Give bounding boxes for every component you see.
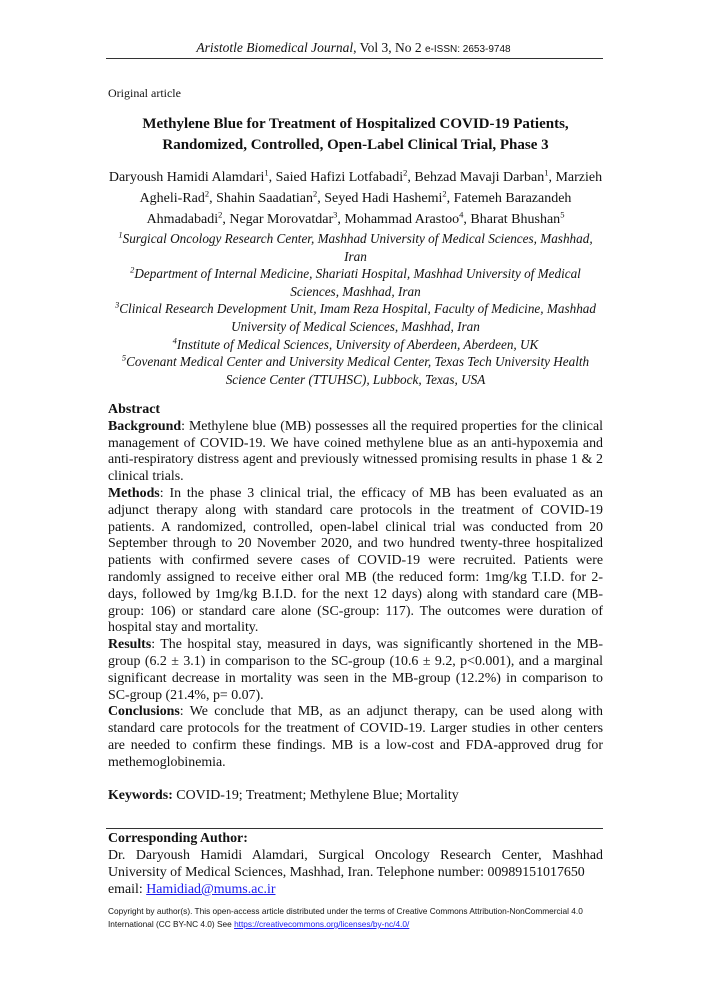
author: Behzad Mavaji Darban [414,170,545,185]
email-link[interactable]: Hamidiad@mums.ac.ir [146,882,276,897]
header-rule [106,58,603,59]
author-affiliation-mark: 4 [459,209,464,220]
affiliation [108,265,603,300]
author-affiliation-mark: 3 [333,209,338,220]
affiliation-text: Covenant Medical Center and University Medical Center, Texas Tech University Health Science Center (TTUHSC), Lubbock, Texas, USA [126,354,590,387]
author-affiliation-mark: 1 [264,167,269,178]
copyright-notice: Copyright by author(s). This open-access article distributed under the terms of Creative Commons Attribution-NonCommercial 4.0 International (CC BY-NC 4.0) See https://creativecommons.org/licenses/by-nc/4.0/ [108,906,583,929]
affiliations [108,230,603,388]
license-link[interactable]: https://creativecommons.org/licenses/by-nc/4.0/ [234,919,410,929]
author-affiliation-mark: 2 [442,188,447,199]
abstract-heading: Abstract [108,402,161,417]
affiliation-text: Institute of Medical Sciences, University of Aberdeen, Aberdeen, UK [176,336,539,352]
author-affiliation-mark: 5 [560,209,565,220]
abstract [108,402,603,804]
running-header [0,40,707,56]
abstract-methods: Methods: In the phase 3 clinical trial, the efficacy of MB has been evaluated as an adjunct therapy along with standard care protocols in the treatment of COVID-19 patients. A randomized, controlled, open-label clinical trial was conducted from 20 September through to 20 November 2020, and two hundred twenty-three hospitalized patients with confirmed severe cases of COVID-19 were recruited. Patients were randomly assigned to receive either oral MB (the reduced form: 1mg/kg T.I.D. for 2-days, followed by 1mg/kg B.I.D. for the next 12 days) along with standard care (MB-group: 106) or standard care alone (SC-group: 117). The outcomes were duration of hospital stay and mortality. [108,485,603,636]
author: Marzieh Agheli-Rad [139,170,603,206]
journal-name: Aristotle Biomedical Journal [196,40,354,55]
affiliation-number: 5 [121,352,127,363]
author-affiliation-mark: 2 [204,188,210,199]
affiliation-number: 4 [172,335,177,346]
article-type: Original article [108,86,181,100]
affiliation-text: Clinical Research Development Unit, Imam Reza Hospital, Faculty of Medicine, Mashhad University of Medical Sciences, Mashhad, Iran [119,301,596,334]
paper-title: Methylene Blue for Treatment of Hospitalized COVID-19 Patients, Randomized, Controlled, Open-Label Clinical Trial, Phase 3 [142,116,569,153]
keywords: Keywords: COVID-19; Treatment; Methylene Blue; Mortality [108,787,459,803]
corresponding-text: Dr. Daryoush Hamidi Alamdari, Surgical Oncology Research Center, Mashhad University of Medical Sciences, Mashhad, Iran. Telephone number: 00989151017650 [108,848,603,880]
affiliation-number: 2 [130,264,135,275]
author-affiliation-mark: 2 [218,209,223,220]
author: Saied Hafizi Lotfabadi [275,170,404,185]
author: Seyed Hadi Hashemi [324,191,443,206]
corresponding-heading: Corresponding Author: [108,831,248,846]
author: Daryoush Hamidi Alamdari [108,170,265,185]
volume-info: , Vol 3, No 2 [353,40,425,55]
author: Mohammad Arastoo [344,212,460,227]
abstract-background: Background: Methylene blue (MB) possesses all the required properties for the clinical management of COVID-19. We have coined methylene blue as an anti-hypoxemia and anti-respiratory distress agent and previously witnessed promising results in phase 1 & 2 clinical trials. [108,418,603,485]
abstract-results: Results: The hospital stay, measured in days, was significantly shortened in the MB-group (6.2 ± 3.1) in comparison to the SC-group (10.6 ± 9.2, p<0.001), and a marginal significant decrease in mortality was seen in the MB-group (12.2%) in comparison to SC-group (21.4%, p= 0.07). [108,637,603,703]
abstract-conclusions: Conclusions: We conclude that MB, as an adjunct therapy, can be used along with standard care protocols for the treatment of COVID-19. Larger studies in other centers are needed to confirm these findings. MB is a low-cost and FDA-approved drug for methemoglobinemia. [108,704,603,770]
affiliation [108,336,603,354]
author: Shahin Saadatian [216,191,313,206]
author-list: Daryoush Hamidi Alamdari$^1$, Saied Hafizi Lotfabadi$^2$, Behzad Mavaji Darban$^1$, Marzieh Agheli-Rad$^2$, Shahin Saadatian$^2$, Seyed Hadi Hashemi$^2$, Fatemeh Barazandeh Ahmadabadi$^2$, Negar Morovatdar$^3$, Mohammad Arastoo$^4$, Bharat Bhushan$^5$ [108,167,603,227]
affiliation [108,300,603,335]
issn: e-ISSN: 2653-9748 [425,44,511,55]
author: Fatemeh Barazandeh Ahmadabadi [146,191,572,227]
affiliation [108,230,603,265]
author: Bharat Bhushan [470,212,561,227]
corresponding-author: Corresponding Author: Dr. Daryoush Hamidi Alamdari, Surgical Oncology Research Center, Mashhad University of Medical Sciences, Mashhad, Iran. Telephone number: 00989151017650 email: Hamidiad@mums.ac.ir [108,831,603,897]
author-affiliation-mark: 1 [544,167,549,178]
author-affiliation-mark: 2 [312,188,318,199]
affiliation-text: Surgical Oncology Research Center, Mashhad University of Medical Sciences, Mashhad, Iran [122,231,593,264]
affiliation-number: 1 [118,229,123,240]
author: Negar Morovatdar [229,212,334,227]
affiliation [108,353,603,388]
footer-rule [106,828,603,829]
affiliation-text: Department of Internal Medicine, Shariati Hospital, Mashhad University of Medical Sciences, Mashhad, Iran [134,266,581,299]
affiliation-number: 3 [115,299,120,310]
author-affiliation-mark: 2 [403,167,408,178]
